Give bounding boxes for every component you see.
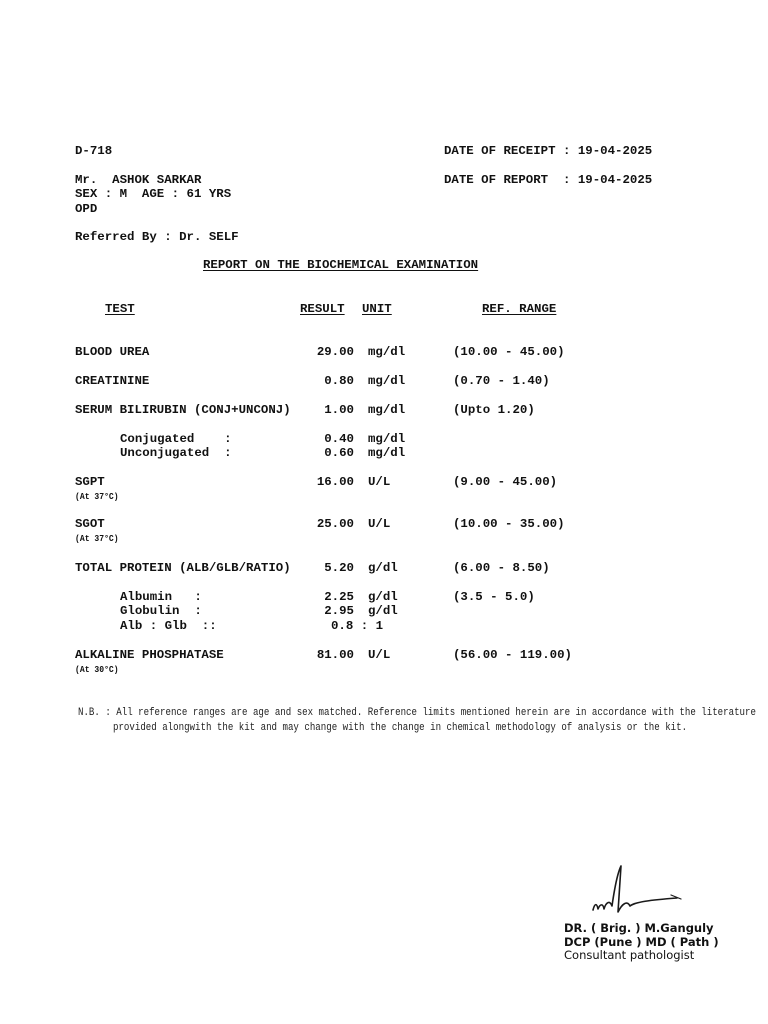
test-unit: mg/dl [368,345,406,359]
date-of-receipt: DATE OF RECEIPT : 19-04-2025 [444,144,653,158]
test-result: 0.60 [324,446,354,460]
test-result: 81.00 [316,648,354,662]
column-test: TEST [105,302,135,316]
test-result: 2.25 [324,590,354,604]
test-name: ALKALINE PHOSPHATASE [75,648,224,662]
test-ref-range: (3.5 - 5.0) [453,590,535,604]
test-ref-range: (6.00 - 8.50) [453,561,550,575]
test-ref-range: (9.00 - 45.00) [453,475,558,489]
test-unit: mg/dl [368,432,406,446]
test-result: 1.00 [324,403,354,417]
test-unit: mg/dl [368,403,406,417]
test-unit: mg/dl [368,374,406,388]
test-ref-range: (10.00 - 45.00) [453,345,565,359]
test-unit: U/L [368,475,391,489]
test-unit: mg/dl [368,446,406,460]
test-ref-range: (0.70 - 1.40) [453,374,550,388]
test-result: 16.00 [316,475,354,489]
report-title: REPORT ON THE BIOCHEMICAL EXAMINATION [203,258,479,272]
column-ref-range: REF. RANGE [482,302,557,316]
test-name: TOTAL PROTEIN (ALB/GLB/RATIO) [75,561,291,575]
test-result: 25.00 [316,517,354,531]
test-result: 0.8 : 1 [331,619,384,633]
test-note: (At 37°C) [75,533,119,544]
signatory-role: Consultant pathologist [564,948,695,962]
test-name: Albumin : [120,590,202,604]
nb-note-line-2: provided alongwith the kit and may change with the change in chemical methodology of analysis or the kit. [113,722,688,734]
test-unit: U/L [368,648,391,662]
test-result: 0.40 [324,432,354,446]
test-result: 0.80 [324,374,354,388]
test-ref-range: (Upto 1.20) [453,403,535,417]
test-name: Globulin : [120,604,202,618]
test-note: (At 30°C) [75,664,119,675]
test-note: (At 37°C) [75,491,119,502]
test-name: Unconjugated : [120,446,232,460]
test-unit: g/dl [368,590,398,604]
report-id: D-718 [75,144,113,158]
test-unit: U/L [368,517,391,531]
department: OPD [75,202,98,216]
test-name: SGOT [75,517,105,531]
test-result: 2.95 [324,604,354,618]
test-unit: g/dl [368,561,398,575]
test-ref-range: (10.00 - 35.00) [453,517,565,531]
test-name: Alb : Glb :: [120,619,217,633]
test-name: SERUM BILIRUBIN (CONJ+UNCONJ) [75,403,291,417]
signature-image [585,862,685,918]
test-unit: g/dl [368,604,398,618]
test-result: 5.20 [324,561,354,575]
nb-note-line-1: N.B. : All reference ranges are age and sex matched. Reference limits mentioned herein are in accordance with the literature [78,707,756,719]
test-name: CREATININE [75,374,150,388]
test-name: SGPT [75,475,105,489]
signatory-name: DR. ( Brig. ) M.Ganguly [564,921,714,935]
column-result: RESULT [300,302,345,316]
test-name: BLOOD UREA [75,345,150,359]
test-name: Conjugated : [120,432,232,446]
column-unit: UNIT [362,302,392,316]
referred-by: Referred By : Dr. SELF [75,230,239,244]
patient-name: Mr. ASHOK SARKAR [75,173,202,187]
date-of-report: DATE OF REPORT : 19-04-2025 [444,173,653,187]
sex-age: SEX : M AGE : 61 YRS [75,187,232,201]
test-result: 29.00 [316,345,354,359]
signatory-degrees: DCP (Pune ) MD ( Path ) [564,935,719,949]
test-ref-range: (56.00 - 119.00) [453,648,572,662]
